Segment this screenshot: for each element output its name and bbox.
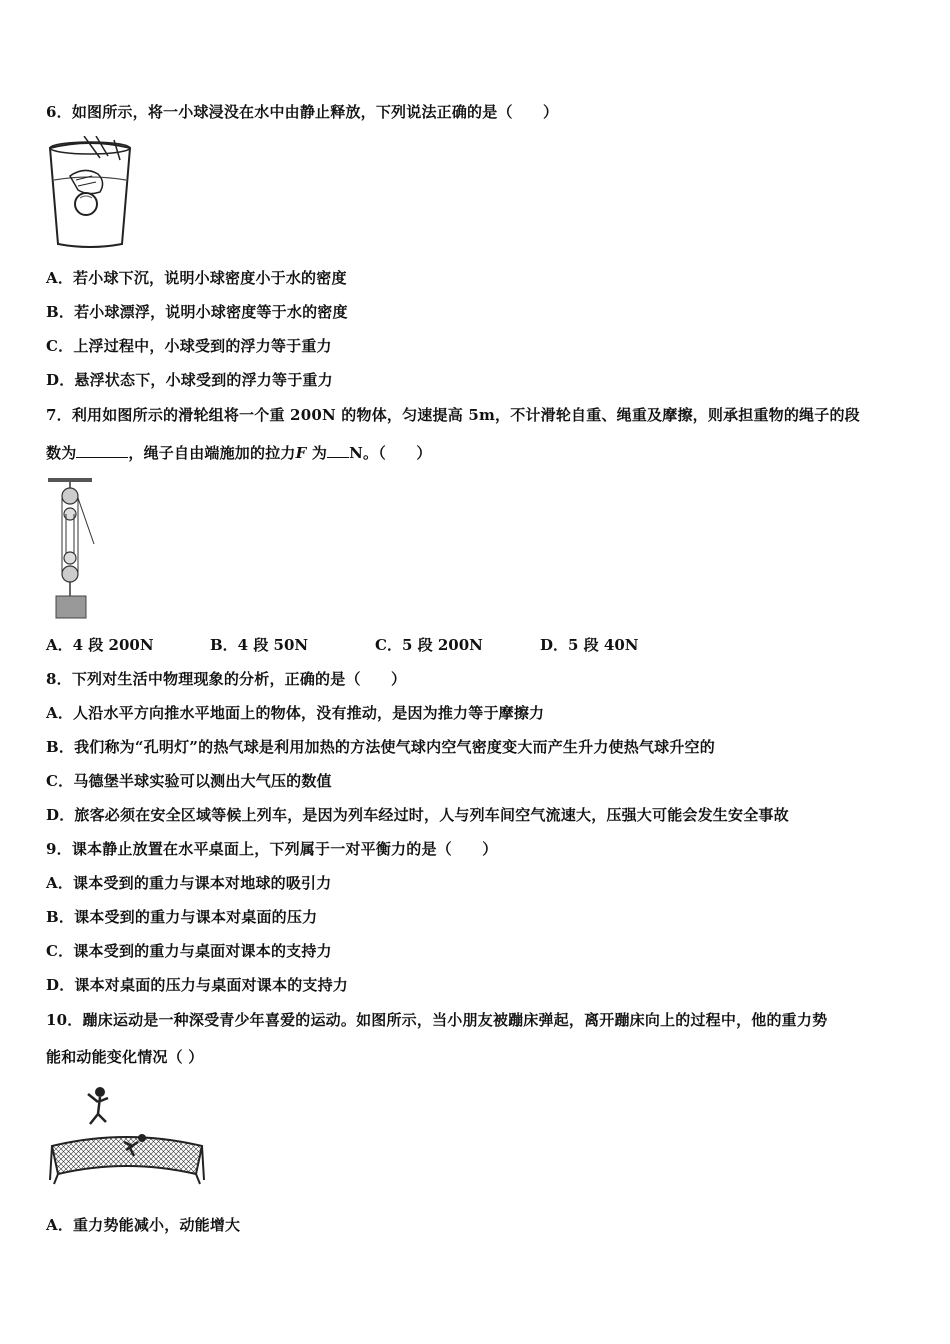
- q6-option-a: A．若小球下沉，说明小球密度小于水的密度: [46, 269, 347, 287]
- q8-option-c: C．马德堡半球实验可以测出大气压的数值: [46, 772, 332, 790]
- q7-option-c: C．5 段 200N: [375, 636, 483, 654]
- q9-option-d: D．课本对桌面的压力与桌面对课本的支持力: [46, 976, 349, 994]
- q6-stem: 6．如图所示，将一小球浸没在水中由静止释放，下列说法正确的是（ ）: [46, 103, 559, 121]
- q8-option-b: B．我们称为“孔明灯”的热气球是利用加热的方法使气球内空气密度变大而产生升力使热气球升空的: [46, 738, 715, 756]
- q7-stem-part-d: N。（ ）: [349, 444, 432, 462]
- beaker-ball-figure: [44, 136, 136, 248]
- q10-option-a: A．重力势能减小，动能增大: [46, 1216, 241, 1234]
- answer-blank-2: [327, 442, 349, 458]
- q7-stem-line2: [46, 442, 432, 463]
- q9-option-a: A．课本受到的重力与课本对地球的吸引力: [46, 874, 332, 892]
- pulley-system-figure: [44, 478, 100, 620]
- q9-stem: 9．课本静止放置在水平桌面上，下列属于一对平衡力的是（ ）: [46, 840, 498, 858]
- q8-stem: 8．下列对生活中物理现象的分析，正确的是（ ）: [46, 670, 407, 688]
- q7-option-a: A．4 段 200N: [46, 636, 154, 654]
- q7-option-d: D．5 段 40N: [540, 636, 639, 654]
- q7-force-symbol: F: [295, 444, 307, 462]
- q8-option-d: D．旅客必须在安全区域等候上列车，是因为列车经过时，人与列车间空气流速大，压强大可能会发生安全事故: [46, 806, 789, 824]
- trampoline-figure: [46, 1084, 206, 1188]
- q7-stem-part-c: 为: [311, 444, 328, 462]
- q7-option-b: B．4 段 50N: [210, 636, 309, 654]
- q6-option-c: C．上浮过程中，小球受到的浮力等于重力: [46, 337, 332, 355]
- q6-option-d: D．悬浮状态下，小球受到的浮力等于重力: [46, 371, 333, 389]
- q10-stem-line2: 能和动能变化情况（ ）: [46, 1048, 204, 1066]
- answer-blank-1: [76, 442, 128, 458]
- q9-option-c: C．课本受到的重力与桌面对课本的支持力: [46, 942, 332, 960]
- q7-stem-line1: 7．利用如图所示的滑轮组将一个重 200N 的物体，匀速提高 5m，不计滑轮自重、绳重及摩擦，则承担重物的绳子的段: [46, 406, 860, 424]
- q6-option-b: B．若小球漂浮，说明小球密度等于水的密度: [46, 303, 348, 321]
- q7-stem-part-a: 数为: [46, 444, 77, 462]
- q10-stem-line1: 10．蹦床运动是一种深受青少年喜爱的运动。如图所示，当小朋友被蹦床弹起，离开蹦床向上的过程中，他的重力势: [46, 1011, 828, 1029]
- q8-option-a: A．人沿水平方向推水平地面上的物体，没有推动，是因为推力等于摩擦力: [46, 704, 545, 722]
- q9-option-b: B．课本受到的重力与课本对桌面的压力: [46, 908, 318, 926]
- q7-stem-part-b: ，绳子自由端施加的拉力: [128, 444, 296, 462]
